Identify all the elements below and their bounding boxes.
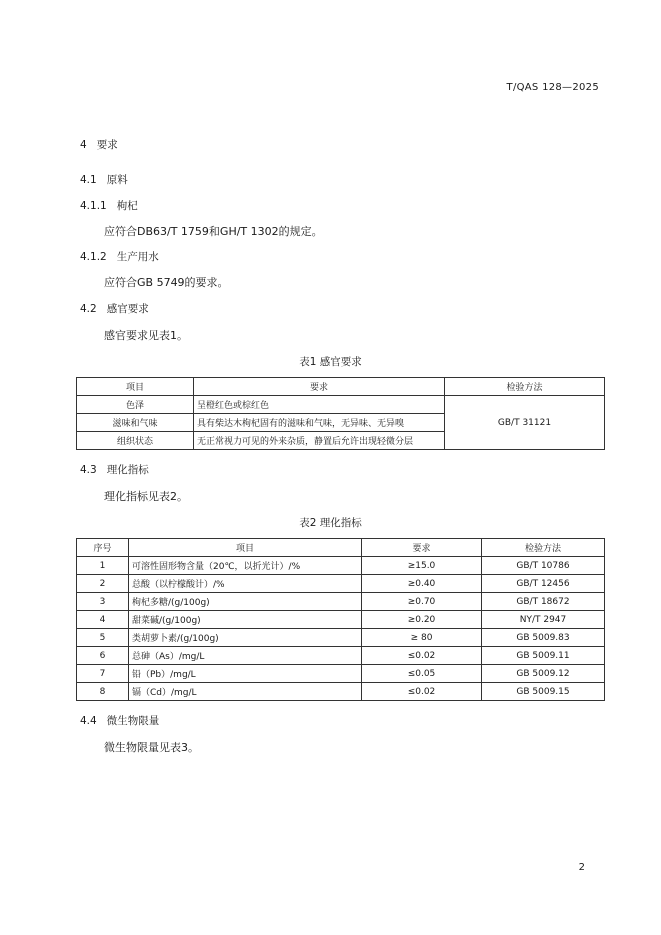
page-number: 2 bbox=[578, 862, 585, 873]
table-cell-item: 类胡萝卜素/(g/100g) bbox=[129, 629, 362, 647]
heading-4 bbox=[80, 137, 118, 152]
table-row bbox=[77, 593, 605, 611]
table-cell-item: 总酸（以柠檬酸计）/% bbox=[129, 575, 362, 593]
table-cell-item: 枸杞多糖/(g/100g) bbox=[129, 593, 362, 611]
table-row bbox=[77, 647, 605, 665]
table-header-cell: 要求 bbox=[194, 378, 445, 396]
table-cell-method: GB 5009.11 bbox=[482, 647, 605, 665]
section-number: 4.2 bbox=[80, 303, 97, 315]
table-cell-no: 4 bbox=[77, 611, 129, 629]
table-cell-item: 甜菜碱/(g/100g) bbox=[129, 611, 362, 629]
paragraph-4-3: 理化指标见表2。 bbox=[104, 490, 188, 503]
table-cell-item: 镉（Cd）/mg/L bbox=[129, 683, 362, 701]
section-title: 要求 bbox=[96, 139, 118, 151]
section-number: 4.1.2 bbox=[80, 251, 107, 263]
table2-caption: 表2 理化指标 bbox=[299, 517, 362, 529]
section-number: 4 bbox=[80, 139, 87, 151]
table-cell-requirement: ≥0.70 bbox=[362, 593, 482, 611]
table-row bbox=[77, 665, 605, 683]
paragraph-4-1-1: 应符合DB63/T 1759和GH/T 1302的规定。 bbox=[104, 225, 323, 238]
table-row bbox=[77, 683, 605, 701]
section-title: 感官要求 bbox=[106, 303, 149, 315]
table-cell-item: 色泽 bbox=[77, 396, 194, 414]
table-cell-method: GB 5009.83 bbox=[482, 629, 605, 647]
section-title: 生产用水 bbox=[116, 251, 159, 263]
table-cell-method: GB/T 10786 bbox=[482, 557, 605, 575]
table-cell-no: 8 bbox=[77, 683, 129, 701]
paragraph-4-1-2: 应符合GB 5749的要求。 bbox=[104, 276, 229, 289]
table-header-cell: 要求 bbox=[362, 539, 482, 557]
table-header-row bbox=[77, 378, 605, 396]
heading-4-4 bbox=[80, 713, 159, 728]
table-cell-item: 可溶性固形物含量（20℃，以折光计）/% bbox=[129, 557, 362, 575]
table-cell-no: 3 bbox=[77, 593, 129, 611]
table-cell-requirement: 无正常视力可见的外来杂质，静置后允许出现轻微分层 bbox=[194, 432, 445, 450]
section-title: 原料 bbox=[106, 174, 128, 186]
table2-physicochemical bbox=[76, 538, 605, 701]
table-cell-method: GB 5009.12 bbox=[482, 665, 605, 683]
heading-4-1-2 bbox=[80, 249, 159, 264]
table-cell-item: 组织状态 bbox=[77, 432, 194, 450]
section-number: 4.3 bbox=[80, 464, 97, 476]
section-number: 4.1.1 bbox=[80, 200, 107, 212]
heading-4-2 bbox=[80, 301, 149, 316]
table1-sensory bbox=[76, 377, 605, 450]
section-number: 4.4 bbox=[80, 715, 97, 727]
table-cell-item: 铅（Pb）/mg/L bbox=[129, 665, 362, 683]
table-cell-requirement: ≤0.05 bbox=[362, 665, 482, 683]
table-cell-requirement: 呈橙红色或棕红色 bbox=[194, 396, 445, 414]
heading-4-1 bbox=[80, 172, 128, 187]
table-header-row bbox=[77, 539, 605, 557]
table-cell-no: 2 bbox=[77, 575, 129, 593]
table-cell-requirement: ≥0.40 bbox=[362, 575, 482, 593]
heading-4-1-1 bbox=[80, 198, 138, 213]
table-cell-method: GB/T 18672 bbox=[482, 593, 605, 611]
section-title: 微生物限量 bbox=[106, 715, 160, 727]
table-cell-no: 5 bbox=[77, 629, 129, 647]
table-cell-requirement: ≤0.02 bbox=[362, 647, 482, 665]
table-row bbox=[77, 611, 605, 629]
table-cell-method: GB 5009.15 bbox=[482, 683, 605, 701]
table-cell-no: 1 bbox=[77, 557, 129, 575]
table-header-cell: 序号 bbox=[77, 539, 129, 557]
table-cell-requirement: 具有柴达木枸杞固有的滋味和气味，无异味、无异嗅 bbox=[194, 414, 445, 432]
section-title: 理化指标 bbox=[106, 464, 149, 476]
table-cell-requirement: ≤0.02 bbox=[362, 683, 482, 701]
table-row bbox=[77, 575, 605, 593]
table-header-cell: 检验方法 bbox=[482, 539, 605, 557]
table1-caption: 表1 感官要求 bbox=[299, 356, 362, 368]
table-cell-item: 总砷（As）/mg/L bbox=[129, 647, 362, 665]
paragraph-4-2: 感官要求见表1。 bbox=[104, 329, 188, 342]
table-row bbox=[77, 396, 605, 414]
heading-4-3 bbox=[80, 462, 149, 477]
table-cell-item: 滋味和气味 bbox=[77, 414, 194, 432]
table-cell-no: 6 bbox=[77, 647, 129, 665]
table-header-cell: 项目 bbox=[129, 539, 362, 557]
table-row bbox=[77, 557, 605, 575]
table-cell-method: GB/T 12456 bbox=[482, 575, 605, 593]
table-cell-requirement: ≥15.0 bbox=[362, 557, 482, 575]
table-cell-requirement: ≥ 80 bbox=[362, 629, 482, 647]
table-header-cell: 项目 bbox=[77, 378, 194, 396]
table-header-cell: 检验方法 bbox=[445, 378, 605, 396]
table-cell-method: GB/T 31121 bbox=[445, 396, 605, 450]
table-row bbox=[77, 629, 605, 647]
table-cell-no: 7 bbox=[77, 665, 129, 683]
section-number: 4.1 bbox=[80, 174, 97, 186]
table-cell-requirement: ≥0.20 bbox=[362, 611, 482, 629]
table-cell-method: NY/T 2947 bbox=[482, 611, 605, 629]
section-title: 枸杞 bbox=[116, 200, 138, 212]
standard-code: T/QAS 128—2025 bbox=[506, 82, 599, 93]
paragraph-4-4: 微生物限量见表3。 bbox=[104, 741, 199, 754]
